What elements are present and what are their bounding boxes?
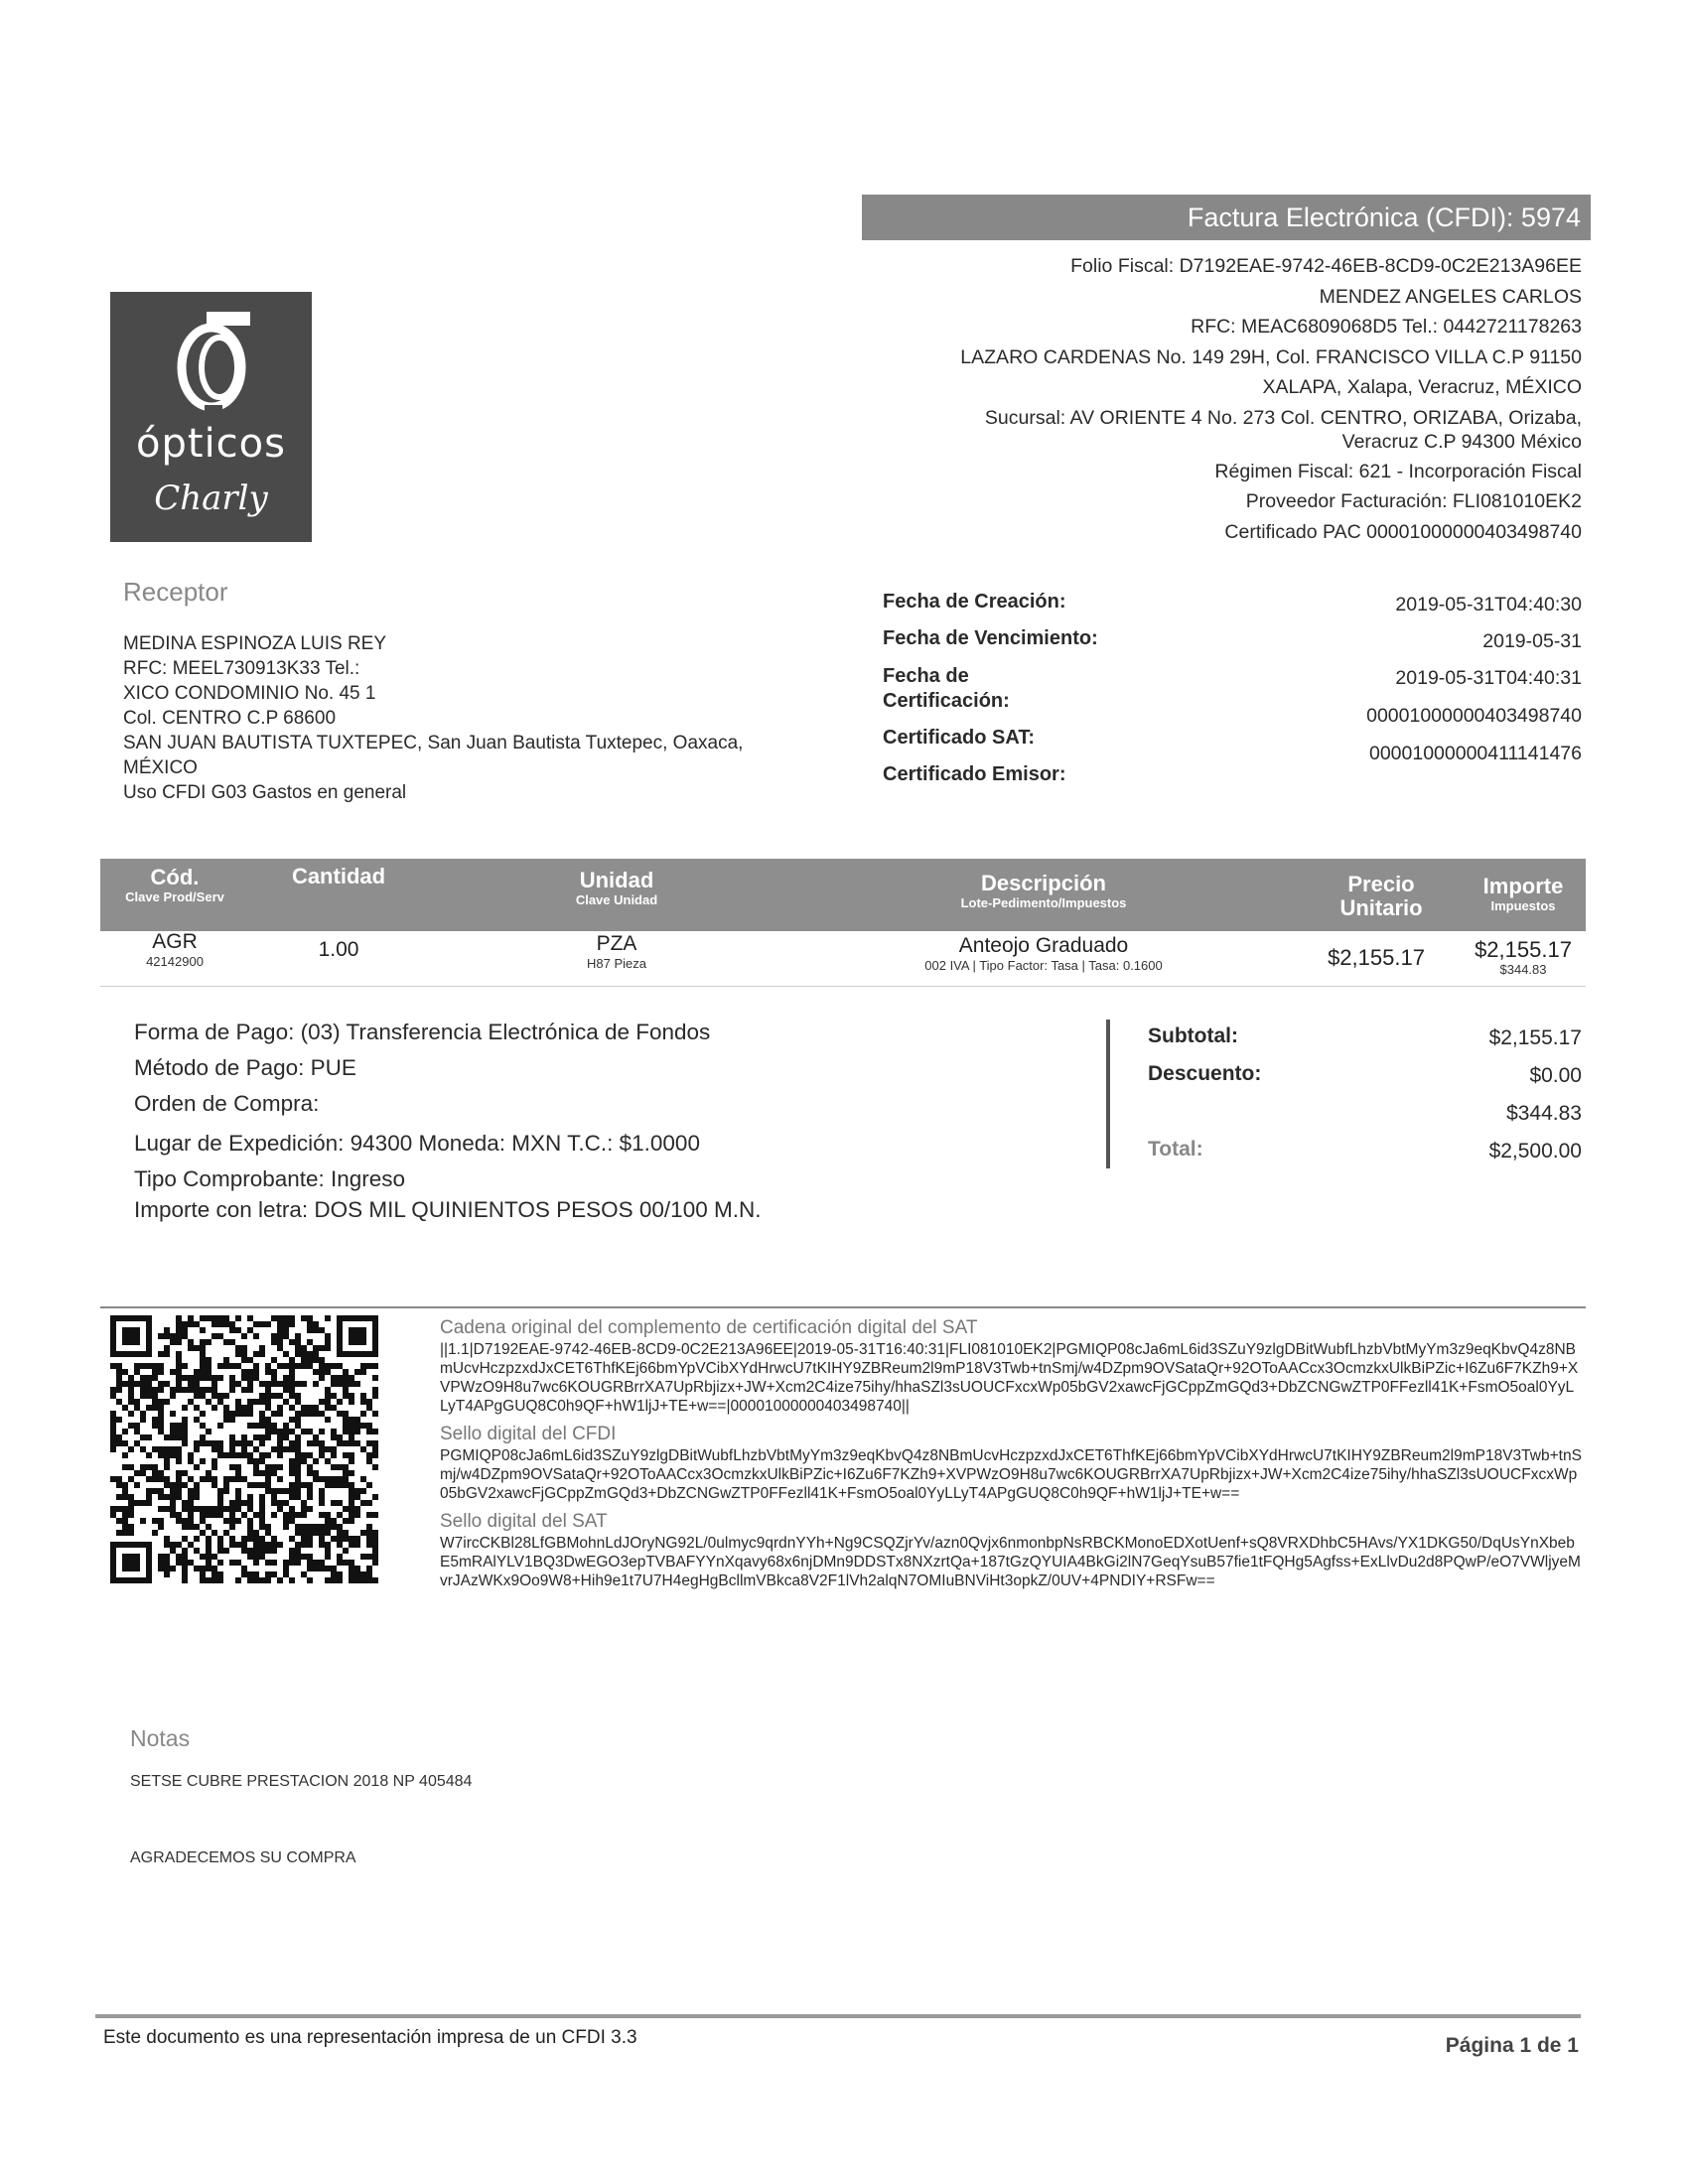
row-importe-value: $2,155.17 (1475, 937, 1572, 962)
receptor-uso-cfdi: Uso CFDI G03 Gastos en general (123, 782, 407, 803)
row-precio-value: $2,155.17 (1328, 945, 1425, 970)
fecha-vencimiento-value: 2019-05-31 (1482, 630, 1582, 652)
issuer-branch-line1: Sucursal: AV ORIENTE 4 No. 273 Col. CENTRO, ORIZABA, Orizaba, (984, 406, 1582, 429)
receptor-info (123, 631, 848, 805)
receptor-street: XICO CONDOMINIO No. 45 1 (123, 683, 376, 704)
col-importe (1461, 875, 1586, 914)
col-unidad (497, 869, 736, 908)
total-value: $2,500.00 (1488, 1140, 1582, 1162)
cadena-original-label: Cadena original del complemento de certificación digital del SAT (440, 1317, 978, 1338)
issuer-address: LAZARO CARDENAS No. 149 29H, Col. FRANCISCO VILLA C.P 91150 (960, 345, 1582, 368)
descuento-label: Descuento: (1148, 1062, 1262, 1085)
certificado-sat-value: 00001000000403498740 (1366, 705, 1582, 727)
lugar-expedicion: Lugar de Expedición: 94300 Moneda: MXN T.C.: $1.0000 (134, 1131, 700, 1156)
row-unidad-value: PZA (596, 932, 637, 955)
sello-cfdi-label: Sello digital del CFDI (440, 1424, 617, 1444)
row-precio (1302, 946, 1451, 970)
issuer-city: XALAPA, Xalapa, Veracruz, MÉXICO (1262, 376, 1582, 398)
issuer-proveedor: Proveedor Facturación: FLI081010EK2 (1245, 490, 1582, 512)
receptor-name: MEDINA ESPINOZA LUIS REY (123, 633, 387, 654)
notas-line2: AGRADECEMOS SU COMPRA (130, 1849, 356, 1866)
tipo-comprobante: Tipo Comprobante: Ingreso (134, 1166, 406, 1191)
cadena-original-value: ||1.1|D7192EAE-9742-46EB-8CD9-0C2E213A96EE|2019-05-31T16:40:31|FLI081010EK2|PGMIQP08cJa6mL6id3SZuY9zlgDBitWubfLhzbVbtMyYm3z9eqKbvQ4z8NBmUcvHczpzxdJxCET6ThfKEj66bmYpVCibXYdHrwcU7tKIHY9ZBReum2l9mP18V3Twb+tnSmj/w4DZpm9OVSataQr+92OToAACcx3OcmzkxUlkBiPZic+I6Zu6F7KZh9+XVPWzO9H8u7wc6KOUGRBrrXA7UpRbjizx+JW+Xcm2C4ize75ihy/hhaSZl3sUOUCFxcxWp05bGV2xawcFjGCppZmGQd3+DbZCNGwZTP0FFezll41K+FsmO5oal0YyLLyT4APgGUQ8C0h9QF+hW1ljJ+TE+w==|00001000000403498740|| (440, 1341, 1579, 1415)
notas-line1: SETSE CUBRE PRESTACION 2018 NP 405484 (130, 1773, 473, 1790)
fecha-certificacion-label-2: Certificación: (883, 690, 1010, 712)
importe-letra: Importe con letra: DOS MIL QUINIENTOS PESOS 00/100 M.N. (134, 1197, 762, 1222)
row-unidad (497, 932, 736, 972)
col-cantidad-label: Cantidad (291, 864, 386, 888)
fecha-creacion-value: 2019-05-31T04:40:30 (1395, 594, 1582, 615)
table-row (100, 930, 1586, 987)
fecha-vencimiento-label: Fecha de Vencimiento: (883, 627, 1098, 649)
col-descripcion-label: Descripción (981, 871, 1106, 895)
row-descripcion (795, 934, 1292, 974)
totals-divider (1106, 1020, 1110, 1168)
footer-disclaimer: Este documento es una representación impresa de un CFDI 3.3 (103, 2027, 637, 2048)
payment-info (134, 1015, 761, 1228)
sello-sat-value: W7ircCKBl28LfGBMohnLdJOryNG92L/0ulmyc9qrdnYYh+Ng9CSQZjrYv/azn0Qvjx6nmonbpNsRBCKMonoEDXotUenf+sQ8VRXDhbC5HAvs/YX1DKG50/DqUsYnXbebE5mRAlYLV1BQ3DwEGO3epTVBAFYYnXqavy68x6njDMn9DDSTx8NXzrtQa+187tGzQYUIA4BkGi2lN7GeqYsuB57fie1tFQHg5Agfss+ExLlvDu2d8PQwP/eO7VWljyeMvrJAzWKx9Oo9W8+Hih9e1t7U7H4egHgBcllmVBkca8V2F1lVh2alqN7OMIuBNViHt3opkZ/0UV+4PNDIY+RSFw== (440, 1535, 1581, 1589)
row-cod-value: AGR (152, 930, 198, 953)
fecha-certificacion-value: 2019-05-31T04:40:31 (1395, 667, 1582, 689)
col-precio (1312, 873, 1451, 920)
receptor-city-line2: MÉXICO (123, 757, 198, 778)
col-cantidad (259, 865, 418, 888)
issuer-name: MENDEZ ANGELES CARLOS (1319, 285, 1582, 308)
orden-compra: Orden de Compra: (134, 1091, 320, 1116)
row-descripcion-value: Anteojo Graduado (958, 934, 1129, 957)
col-cod (100, 866, 249, 905)
row-clave-unidad-value: H87 Pieza (587, 956, 646, 971)
sello-cfdi-value: PGMIQP08cJa6mL6id3SZuY9zlgDBitWubfLhzbVbtMyYm3z9eqKbvQ4z8NBmUcvHczpzxdJxCET6ThfKEj66bmYpVCibXYdHrwcU7tKIHY9ZBReum2l9mP18V3Twb+tnSmj/w4DZpm9OVSataQr+92OToAACcx3OcmzkxUlkBiPZic+I6Zu6F7KZh9+XVPWzO9H8u7wc6KOUGRBrrXA7UpRbjizx+JW+Xcm2C4ize75ihy/hhaSZl3sUOUCFxcxWp05bGV2xawcFjGCppZmGQd3+DbZCNGwZTP0FFezll41K+FsmO5oal0YyLLyT4APgGUQ8C0h9QF+hW1ljJ+TE+w== (440, 1447, 1582, 1502)
certificado-emisor-value: 00001000000411141476 (1368, 743, 1582, 764)
descuento-value: $0.00 (1529, 1064, 1582, 1087)
row-importe (1461, 938, 1586, 978)
subtotal-label: Subtotal: (1148, 1024, 1238, 1047)
col-unidad-label: Unidad (579, 868, 654, 892)
logo-mark-icon (165, 310, 259, 421)
section-divider (100, 1306, 1586, 1308)
col-unidad-sublabel: Clave Unidad (575, 892, 658, 907)
logo-signature-text: Charly (154, 478, 268, 518)
page-number: Página 1 de 1 (1445, 2034, 1579, 2057)
row-cantidad-value: 1.00 (318, 938, 359, 961)
qr-code (110, 1315, 378, 1583)
col-importe-label: Importe (1482, 874, 1564, 898)
row-importe-impuesto-value: $344.83 (1499, 962, 1547, 977)
forma-pago: Forma de Pago: (03) Transferencia Electrónica de Fondos (134, 1020, 711, 1044)
folio-fiscal: Folio Fiscal: D7192EAE-9742-46EB-8CD9-0C2E213A96EE (1070, 255, 1582, 277)
row-cantidad (259, 938, 418, 962)
invoice-title: Factura Electrónica (CFDI): 5974 (862, 195, 1591, 240)
row-impuestos-value: 002 IVA | Tipo Factor: Tasa | Tasa: 0.1600 (924, 958, 1163, 973)
col-descripcion-sublabel: Lote-Pedimento/Impuestos (960, 895, 1127, 910)
col-cod-label: Cód. (150, 865, 200, 889)
certificado-sat-label: Certificado SAT: (883, 727, 1035, 749)
issuer-rfc: RFC: MEAC6809068D5 Tel.: 0442721178263 (1191, 316, 1582, 338)
col-cod-sublabel: Clave Prod/Serv (125, 889, 224, 904)
row-cod (100, 930, 249, 970)
col-precio-label-1: Precio (1347, 872, 1415, 896)
company-logo (110, 292, 312, 542)
notas-heading: Notas (130, 1725, 191, 1751)
items-table-header (100, 859, 1586, 931)
digital-stamps (440, 1316, 1582, 1597)
receptor-rfc: RFC: MEEL730913K33 Tel.: (123, 658, 360, 679)
issuer-certificado-pac: Certificado PAC 00001000000403498740 (1224, 520, 1582, 543)
receptor-heading: Receptor (123, 577, 228, 607)
logo-brand-text: ópticos (136, 421, 286, 467)
col-importe-sublabel: Impuestos (1490, 898, 1556, 913)
col-descripcion (795, 872, 1292, 911)
issuer-regimen: Régimen Fiscal: 621 - Incorporación Fiscal (1214, 460, 1582, 482)
row-clave-value: 42142900 (146, 954, 204, 969)
issuer-branch-line2: Veracruz C.P 94300 México (1341, 430, 1582, 453)
iva-value: $344.83 (1506, 1102, 1582, 1125)
col-precio-label-2: Unitario (1339, 895, 1423, 920)
fecha-creacion-label: Fecha de Creación: (883, 591, 1066, 613)
receptor-city-line1: SAN JUAN BAUTISTA TUXTEPEC, San Juan Bautista Tuxtepec, Oaxaca, (123, 733, 744, 753)
sello-sat-label: Sello digital del SAT (440, 1511, 608, 1532)
footer-divider (95, 2014, 1581, 2018)
receptor-colonia: Col. CENTRO C.P 68600 (123, 708, 337, 729)
metodo-pago: Método de Pago: PUE (134, 1055, 356, 1080)
total-label: Total: (1148, 1138, 1203, 1160)
issuer-info (874, 251, 1582, 547)
subtotal-value: $2,155.17 (1488, 1026, 1582, 1049)
certificado-emisor-label: Certificado Emisor: (883, 763, 1066, 785)
fecha-certificacion-label-1: Fecha de (883, 665, 969, 687)
